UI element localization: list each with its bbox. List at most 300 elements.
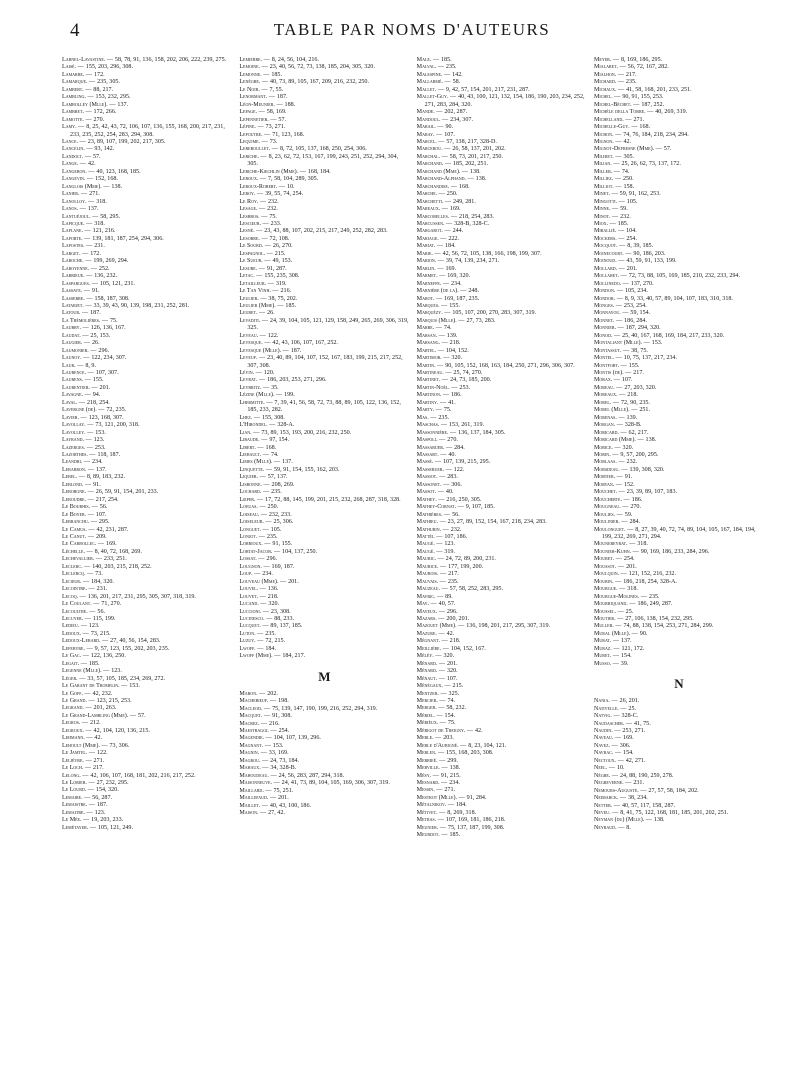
page-references: 40, 269, 319. bbox=[655, 109, 688, 116]
page-references: 42, 271. bbox=[625, 757, 646, 764]
author-name: Leveau bbox=[239, 332, 257, 339]
page-references: 40. bbox=[445, 489, 454, 496]
entry-separator: . — bbox=[630, 101, 640, 108]
author-name: Mialaret bbox=[593, 64, 617, 71]
author-name: Lemierre bbox=[239, 57, 261, 63]
page-references: 40, 43, 100, 121, 132, 154, 186, 190, 203, 234, 252, 271, 283, 284, 320. bbox=[424, 94, 585, 108]
entry-separator: . — bbox=[613, 511, 623, 518]
author-name: Lanolloy bbox=[62, 198, 86, 205]
author-name: Merlen bbox=[416, 750, 435, 757]
page-references: 107, 169, 181, 186, 218. bbox=[445, 817, 506, 824]
index-entry bbox=[62, 653, 232, 660]
author-name: Morvan bbox=[593, 481, 613, 488]
author-name: Lamarque bbox=[62, 79, 86, 86]
page-references: 153, 261, 319. bbox=[449, 422, 485, 429]
index-entry bbox=[239, 653, 409, 660]
index-entry bbox=[417, 541, 587, 548]
entry-separator: . — bbox=[83, 571, 94, 578]
index-entry bbox=[594, 601, 764, 608]
entry-separator: . — bbox=[274, 302, 284, 309]
page-references: 123. bbox=[444, 541, 455, 548]
entry-separator: . — bbox=[256, 690, 266, 697]
entry-separator: . — bbox=[640, 340, 650, 347]
entry-separator: . — bbox=[455, 317, 465, 324]
index-entry bbox=[62, 720, 232, 727]
author-name: Mallarmé bbox=[416, 79, 442, 86]
index-entry bbox=[239, 601, 409, 608]
page-references: 187. bbox=[276, 94, 288, 101]
author-name: Mollard bbox=[593, 265, 616, 272]
index-entry bbox=[417, 623, 587, 630]
author-name: Lucquet bbox=[239, 623, 260, 630]
index-entry bbox=[62, 176, 232, 183]
author-name: Marty bbox=[416, 407, 433, 414]
author-name: Legenne (Mlle) bbox=[62, 668, 101, 675]
entry-separator: . — bbox=[432, 735, 442, 742]
entry-separator: . — bbox=[261, 243, 271, 250]
index-entry bbox=[594, 750, 764, 757]
page-references: 73, 121, 200, 318. bbox=[95, 422, 140, 429]
page-references: 25. bbox=[628, 705, 637, 712]
page-references: 57. bbox=[278, 116, 287, 123]
entry-separator: . — bbox=[267, 772, 277, 779]
entry-separator: . — bbox=[610, 161, 620, 168]
index-entry bbox=[62, 676, 232, 683]
entry-separator: . — bbox=[432, 295, 443, 302]
author-name: Michelland bbox=[593, 116, 623, 123]
index-entry bbox=[239, 318, 409, 333]
entry-separator: . — bbox=[79, 772, 89, 779]
index-entry bbox=[594, 214, 764, 221]
index-entry bbox=[417, 370, 587, 377]
entry-separator: . — bbox=[82, 71, 92, 78]
entry-separator: . — bbox=[616, 243, 626, 250]
entry-separator: . — bbox=[437, 452, 447, 459]
index-entry bbox=[594, 109, 764, 116]
author-name: Lesage bbox=[239, 206, 256, 213]
author-name: Le Jamtel bbox=[62, 750, 86, 757]
entry-separator: . — bbox=[433, 131, 443, 138]
index-entry bbox=[417, 407, 587, 414]
index-entry bbox=[62, 340, 232, 347]
entry-separator: . — bbox=[619, 347, 630, 354]
author-name: Le Gac bbox=[62, 653, 80, 660]
author-name: Masseruer bbox=[416, 466, 443, 473]
entry-separator: . — bbox=[613, 384, 623, 391]
entry-separator: . — bbox=[273, 101, 283, 108]
index-entry bbox=[62, 214, 232, 221]
entry-separator: . — bbox=[257, 153, 267, 160]
entry-separator: . — bbox=[609, 660, 619, 667]
entry-separator: . — bbox=[628, 630, 638, 637]
index-entry bbox=[417, 169, 587, 176]
index-entry bbox=[594, 310, 764, 317]
page-references: 187. bbox=[96, 802, 108, 809]
entry-separator: . — bbox=[611, 176, 621, 183]
page-references: 9, 107, 185. bbox=[465, 504, 495, 511]
index-entry bbox=[62, 296, 232, 303]
entry-separator: . — bbox=[74, 362, 84, 369]
page-references: 122, 234, 307. bbox=[91, 355, 127, 362]
page-references: 250. bbox=[267, 504, 279, 511]
index-entry bbox=[594, 57, 764, 64]
index-entry bbox=[417, 773, 587, 780]
author-name: Margarot bbox=[416, 228, 442, 235]
page-references: 90. bbox=[445, 124, 454, 131]
index-entry bbox=[239, 400, 409, 415]
entry-separator: . — bbox=[260, 713, 271, 720]
page-references: 42, 56, 72, 105, 138, 166, 198, 199, 307. bbox=[442, 250, 542, 257]
author-name: Lamy bbox=[62, 124, 76, 131]
author-name: Lian bbox=[239, 429, 251, 436]
author-name: Morin bbox=[593, 452, 610, 459]
entry-separator: . — bbox=[261, 131, 271, 138]
page-references: 201, 263. bbox=[93, 705, 117, 712]
entry-separator: . — bbox=[613, 295, 623, 302]
entry-separator: . — bbox=[82, 116, 92, 123]
index-entry bbox=[417, 653, 587, 660]
entry-separator: . — bbox=[255, 310, 266, 317]
author-name: Letac bbox=[239, 273, 254, 280]
index-entry bbox=[62, 117, 232, 124]
entry-separator: . — bbox=[613, 474, 623, 481]
author-name: Mariat bbox=[416, 243, 434, 250]
entry-separator: . — bbox=[432, 653, 442, 660]
index-entry bbox=[62, 191, 232, 198]
entry-separator: . — bbox=[622, 250, 632, 257]
entry-separator: . — bbox=[610, 713, 620, 720]
index-entry bbox=[417, 318, 587, 325]
index-entry bbox=[239, 780, 409, 787]
page-references: 138. bbox=[645, 437, 657, 444]
index-entry bbox=[62, 221, 232, 228]
entry-separator: . — bbox=[617, 705, 627, 712]
author-name: Marnière (de la) bbox=[416, 288, 458, 295]
entry-separator: . — bbox=[438, 832, 448, 839]
author-name: Le Bourhis bbox=[62, 504, 89, 511]
author-name: Levrat bbox=[239, 377, 256, 384]
index-entry bbox=[594, 124, 764, 131]
entry-separator: . — bbox=[622, 720, 632, 727]
index-entry bbox=[594, 430, 764, 437]
index-entry bbox=[417, 266, 587, 273]
index-entry bbox=[417, 638, 587, 645]
page-references: 122. bbox=[453, 466, 465, 473]
index-entry bbox=[239, 355, 409, 370]
author-name: Mingotti bbox=[593, 198, 616, 205]
page-references: 89. bbox=[445, 593, 453, 600]
index-entry bbox=[417, 459, 587, 466]
entry-separator: . — bbox=[82, 109, 92, 116]
index-entry bbox=[417, 206, 587, 213]
index-entry bbox=[417, 430, 587, 437]
index-entry bbox=[62, 355, 232, 362]
author-name: Naveau bbox=[593, 735, 612, 742]
author-name: Maison bbox=[239, 809, 257, 816]
index-entry bbox=[417, 445, 587, 452]
entry-separator: . — bbox=[433, 548, 443, 555]
entry-separator: . — bbox=[439, 392, 449, 399]
page-references: 74, 88, 138, 154, 253, 271, 284, 299. bbox=[623, 623, 714, 630]
index-entry bbox=[62, 72, 232, 79]
index-entry bbox=[62, 571, 232, 578]
entry-separator: . — bbox=[87, 347, 97, 354]
entry-separator: . — bbox=[609, 452, 619, 459]
page-references: 56, 72, 167, 282. bbox=[627, 64, 669, 71]
author-name: Mathey-Cornat bbox=[416, 504, 455, 511]
entry-separator: . — bbox=[84, 511, 94, 518]
page-references: 27, 42. bbox=[268, 809, 285, 816]
index-entry bbox=[417, 184, 587, 191]
index-entry bbox=[239, 258, 409, 265]
index-column-3 bbox=[417, 57, 587, 1057]
index-entry bbox=[62, 713, 232, 720]
author-name: Mauric bbox=[416, 556, 435, 563]
author-name: Levesque bbox=[239, 340, 262, 347]
index-entry bbox=[62, 385, 232, 392]
entry-separator: . — bbox=[444, 802, 455, 809]
section-letter-n: N bbox=[674, 676, 684, 692]
entry-separator: . — bbox=[616, 64, 626, 71]
page-references: 139. bbox=[446, 332, 458, 339]
index-entry bbox=[594, 653, 764, 660]
page-references: 319. bbox=[275, 280, 287, 287]
index-entry bbox=[239, 139, 409, 146]
entry-separator: . — bbox=[84, 489, 94, 496]
index-entry bbox=[417, 810, 587, 817]
entry-separator: . — bbox=[435, 675, 445, 682]
page-references: 169. bbox=[106, 541, 117, 548]
index-entry bbox=[239, 497, 409, 504]
index-column-2 bbox=[239, 57, 409, 1057]
index-entry bbox=[62, 765, 232, 772]
page-references: 56. bbox=[99, 504, 108, 511]
entry-separator: . — bbox=[74, 64, 84, 71]
index-entry bbox=[239, 773, 409, 780]
author-name: Landolt bbox=[62, 153, 82, 160]
entry-separator: . — bbox=[75, 474, 85, 481]
author-name: Langeron bbox=[62, 168, 86, 175]
page-references: 235. bbox=[445, 64, 457, 71]
page-references: 71, 123, 168. bbox=[272, 131, 305, 138]
index-entry bbox=[239, 512, 409, 519]
index-entry bbox=[62, 564, 232, 571]
index-entry bbox=[239, 348, 409, 355]
page-references: 8, 27, 39, 40, 72, 74, 89, 104, 105, 167, 184, 194, 199, 232, 269, 271, 294. bbox=[601, 526, 756, 540]
author-name: Morice bbox=[593, 444, 612, 451]
index-entry bbox=[417, 713, 587, 720]
entry-separator: . — bbox=[77, 660, 87, 667]
entry-separator: . — bbox=[609, 638, 619, 645]
page-references: 27, 203, 320. bbox=[624, 384, 657, 391]
page-references: 328-B, 328-C. bbox=[454, 220, 490, 227]
entry-separator: . — bbox=[615, 414, 625, 421]
author-name: Leandri bbox=[62, 459, 81, 466]
index-entry bbox=[594, 266, 764, 273]
index-entry bbox=[62, 333, 232, 340]
entry-separator: . — bbox=[77, 623, 87, 630]
author-name: Montaliant (Mlle) bbox=[593, 340, 641, 347]
page-references: 244. bbox=[452, 228, 464, 235]
entry-separator: . — bbox=[84, 466, 94, 473]
page-references: 72, 235. bbox=[106, 407, 127, 414]
author-name: Mallet-Guy bbox=[416, 94, 447, 101]
index-entry bbox=[417, 571, 587, 578]
author-name: Louvet bbox=[239, 593, 257, 600]
page-references: 232. bbox=[268, 198, 279, 205]
index-entry bbox=[417, 534, 587, 541]
page-references: 23, 89, 107, 199, 202, 217, 305. bbox=[87, 138, 166, 145]
author-name: Lavolley bbox=[62, 429, 85, 436]
author-name: Moricard (Mme) bbox=[593, 437, 635, 444]
author-name: Maschas bbox=[416, 422, 438, 429]
page-references: 9, 57, 200, 295. bbox=[620, 452, 659, 459]
author-name: Loiseleur bbox=[239, 519, 263, 526]
index-entry bbox=[239, 616, 409, 623]
author-name: Michard bbox=[593, 79, 615, 86]
author-name: Lebel bbox=[62, 474, 76, 481]
index-entry bbox=[594, 504, 764, 511]
page-references: 8, 23, 62, 72, 153, 167, 199, 243, 251, 252, 294, 304, 305. bbox=[247, 153, 399, 168]
index-entry bbox=[594, 445, 764, 452]
author-name: Marie bbox=[416, 250, 432, 257]
page-number: 4 bbox=[70, 20, 80, 41]
page-references: 168. bbox=[639, 124, 651, 131]
author-name: Merger bbox=[416, 705, 436, 712]
author-name: Morgan bbox=[593, 422, 614, 429]
page-references: 91, 287. bbox=[266, 265, 287, 272]
index-entry bbox=[62, 422, 232, 429]
page-references: 105, 234. bbox=[625, 288, 648, 295]
author-name: Muller bbox=[593, 623, 613, 630]
entry-separator: . — bbox=[622, 116, 632, 123]
index-entry bbox=[239, 176, 409, 183]
entry-separator: . — bbox=[258, 138, 268, 145]
entry-separator: . — bbox=[606, 220, 616, 227]
entry-separator: . — bbox=[271, 653, 281, 660]
page-header bbox=[62, 20, 762, 50]
index-entry bbox=[239, 288, 409, 295]
author-name: Lecoultre bbox=[62, 608, 87, 615]
index-entry bbox=[594, 385, 764, 392]
page-references: 57. bbox=[663, 146, 672, 153]
page-references: 231. bbox=[94, 243, 105, 250]
index-entry bbox=[594, 706, 764, 713]
author-name: Lamarre bbox=[62, 71, 83, 78]
page-references: 185. bbox=[617, 220, 629, 227]
entry-separator: . — bbox=[436, 563, 447, 570]
index-entry bbox=[239, 698, 409, 705]
author-name: Mondon bbox=[593, 288, 614, 295]
entry-separator: . — bbox=[612, 153, 622, 160]
entry-separator: . — bbox=[438, 302, 448, 309]
page-references: 296. bbox=[446, 608, 458, 615]
index-entry bbox=[594, 579, 764, 586]
author-name: Neyman (du) (Mlle) bbox=[593, 817, 643, 824]
author-name: Massot bbox=[416, 489, 435, 496]
entry-separator: . — bbox=[270, 780, 280, 787]
page-references: 328-A. bbox=[277, 422, 295, 429]
entry-separator: . — bbox=[434, 817, 444, 824]
page-references: 75. bbox=[443, 407, 452, 414]
author-name: Lescœur bbox=[239, 220, 260, 227]
entry-separator: . — bbox=[618, 519, 628, 526]
index-entry bbox=[417, 392, 587, 399]
index-entry bbox=[417, 661, 587, 668]
author-name: Lemaitre bbox=[62, 809, 84, 816]
page-references: 235. bbox=[266, 534, 278, 540]
entry-separator: . — bbox=[463, 727, 473, 734]
page-references: 140, 203, 215, 218, 252. bbox=[92, 563, 152, 570]
author-name: Larget bbox=[62, 250, 80, 257]
entry-separator: . — bbox=[92, 556, 102, 563]
entry-separator: . — bbox=[253, 273, 263, 280]
page-references: 42. bbox=[87, 161, 96, 168]
page-references: 23, 308. bbox=[270, 608, 291, 615]
author-name: Merville bbox=[416, 765, 439, 772]
author-name: Lévin bbox=[239, 370, 253, 377]
index-entry bbox=[594, 788, 764, 795]
index-entry bbox=[417, 117, 587, 124]
entry-separator: . — bbox=[609, 809, 619, 816]
index-entry bbox=[239, 214, 409, 221]
entry-separator: . — bbox=[438, 586, 448, 593]
index-entry bbox=[62, 474, 232, 481]
entry-separator: . — bbox=[615, 824, 625, 831]
index-entry bbox=[62, 266, 232, 273]
author-name: Mounereyrat bbox=[593, 541, 627, 548]
index-entry bbox=[594, 355, 764, 362]
entry-separator: . — bbox=[255, 534, 265, 540]
index-entry bbox=[62, 668, 232, 675]
entry-separator: . — bbox=[82, 727, 92, 734]
index-entry bbox=[594, 698, 764, 705]
author-name: Massé bbox=[416, 459, 432, 466]
author-name: Le Garant de Tromelin bbox=[62, 683, 119, 690]
entry-separator: . — bbox=[432, 407, 442, 414]
entry-separator: . — bbox=[262, 466, 272, 473]
entry-separator: . — bbox=[615, 459, 625, 466]
entry-separator: . — bbox=[81, 563, 91, 570]
index-entry bbox=[417, 296, 587, 303]
index-entry bbox=[417, 228, 587, 235]
author-name: Linquette bbox=[239, 466, 263, 473]
page-references: 217. bbox=[625, 71, 637, 78]
entry-separator: . — bbox=[432, 325, 442, 332]
page-references: 88, 217. bbox=[93, 86, 114, 93]
author-name: Le Boyer bbox=[62, 511, 85, 518]
entry-separator: . — bbox=[434, 86, 444, 93]
page-references: 25, 40, 167, 168, 169, 184, 217, 233, 320. bbox=[622, 332, 725, 339]
entry-separator: . — bbox=[261, 742, 271, 749]
index-entry bbox=[417, 780, 587, 787]
page-references: 93, 142. bbox=[94, 146, 115, 153]
page-references: 153. bbox=[129, 683, 140, 690]
entry-separator: . — bbox=[255, 556, 265, 563]
author-name: Lambling bbox=[62, 94, 85, 101]
entry-separator: . — bbox=[253, 496, 264, 503]
entry-separator: . — bbox=[259, 526, 269, 533]
index-entry bbox=[417, 586, 587, 593]
author-name: Magrou bbox=[239, 757, 259, 764]
page-references: 253, 254. bbox=[623, 302, 647, 309]
author-name: Lecœur bbox=[62, 578, 80, 585]
entry-separator: . — bbox=[75, 124, 85, 131]
page-references: 58. bbox=[452, 79, 461, 86]
page-references: 185, 202, 251. bbox=[453, 161, 489, 168]
author-name: Naudin bbox=[593, 727, 612, 734]
entry-separator: . — bbox=[76, 161, 86, 168]
